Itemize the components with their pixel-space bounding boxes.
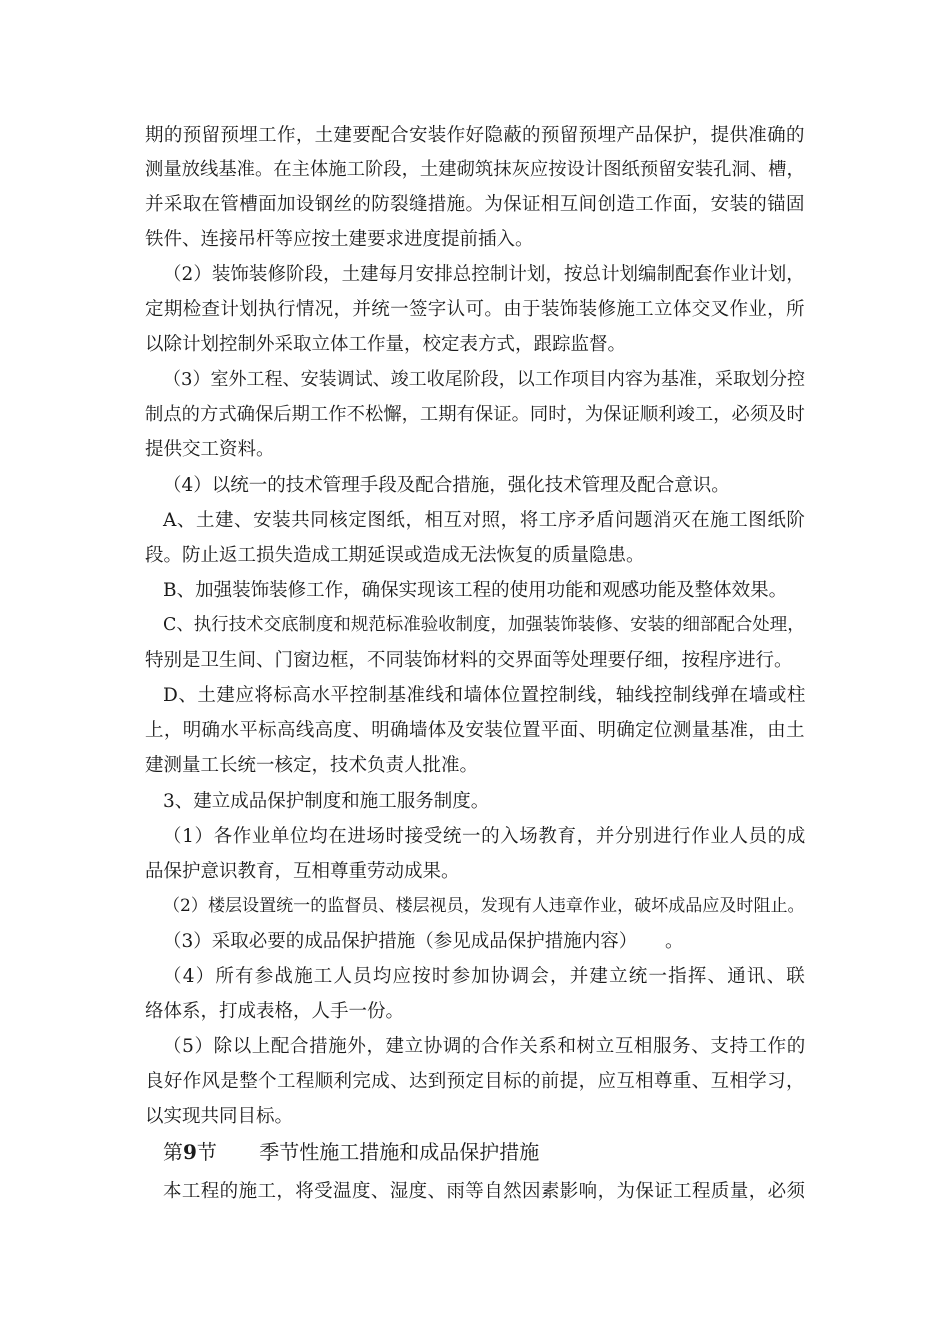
text-line: （1）各作业单位均在进场时接受统一的入场教育，并分别进行作业人员的成 (163, 826, 806, 847)
text-line: A、土建、安装共同核定图纸，相互对照，将工序矛盾问题消灭在施工图纸阶 (163, 510, 806, 531)
section-title: 季节性施工措施和成品保护措施 (259, 1140, 540, 1164)
text-line: 良好作风是整个工程顺利完成、达到预定目标的前提，应互相尊重、互相学习， (145, 1071, 805, 1092)
text-line: 络体系，打成表格，人手一份。 (145, 1001, 405, 1022)
text-line: 建测量工长统一核定，技术负责人批准。 (145, 755, 479, 776)
text-line: B、加强装饰装修工作，确保实现该工程的使用功能和观感功能及整体效果。 (163, 580, 788, 601)
text-line: （5）除以上配合措施外，建立协调的合作关系和树立互相服务、支持工作的 (163, 1036, 806, 1057)
text-line: 测量放线基准。在主体施工阶段，土建砌筑抹灰应按设计图纸预留安装孔洞、槽， (145, 159, 805, 180)
section-heading-prefix: 第 (163, 1140, 183, 1164)
text-line: 上，明确水平标高线高度、明确墙体及安装位置平面、明确定位测量基准，由土 (145, 720, 805, 741)
text-line: 并采取在管槽面加设钢丝的防裂缝措施。为保证相互间创造工作面，安装的锚固 (145, 194, 805, 215)
text-line: 定期检查计划执行情况，并统一签字认可。由于装饰装修施工立体交叉作业，所 (145, 299, 805, 320)
text-line: （3）采取必要的成品保护措施（参见成品保护措施内容） 。 (163, 931, 684, 952)
section-number: 9 (183, 1140, 197, 1164)
text-line: 3、建立成品保护制度和施工服务制度。 (163, 791, 490, 812)
text-line: 本工程的施工，将受温度、湿度、雨等自然因素影响，为保证工程质量，必须 (163, 1181, 806, 1202)
text-line: 以除计划控制外采取立体工作量，校定表方式，跟踪监督。 (145, 334, 627, 355)
text-line: 段。防止返工损失造成工期延误或造成无法恢复的质量隐患。 (145, 545, 645, 566)
text-line: （2）楼层设置统一的监督员、楼层视员，发现有人违章作业，破坏成品应及时阻止。 (163, 896, 805, 916)
text-line: 提供交工资料。 (145, 439, 275, 460)
text-line: 特别是卫生间、门窗边框，不同装饰材料的交界面等处理要仔细，按程序进行。 (145, 650, 793, 671)
text-line: 制点的方式确保后期工作不松懈，工期有保证。同时，为保证顺利竣工，必须及时 (145, 404, 805, 425)
text-line: 铁件、连接吊杆等应按土建要求进度提前插入。 (145, 229, 534, 250)
text-line: （4）以统一的技术管理手段及配合措施，强化技术管理及配合意识。 (163, 475, 730, 496)
text-line: 品保护意识教育，互相尊重劳动成果。 (145, 861, 460, 882)
text-line: 期的预留预埋工作，土建要配合安装作好隐蔽的预留预埋产品保护，提供准确的 (145, 125, 805, 146)
section-heading-suffix: 节 (196, 1140, 217, 1164)
text-line: （3）室外工程、安装调试、竣工收尾阶段，以工作项目内容为基准，采取划分控 (163, 369, 806, 390)
text-line: C、执行技术交底制度和规范标准验收制度，加强装饰装修、安装的细部配合处理， (163, 615, 805, 635)
text-line: D、土建应将标高水平控制基准线和墙体位置控制线，轴线控制线弹在墙或柱 (163, 685, 806, 706)
text-line: （2）装饰装修阶段，土建每月安排总控制计划，按总计划编制配套作业计划， (163, 264, 805, 285)
text-line: 以实现共同目标。 (145, 1106, 294, 1127)
section-heading (163, 1142, 539, 1162)
text-line: （4）所有参战施工人员均应按时参加协调会，并建立统一指挥、通讯、联 (163, 966, 806, 987)
